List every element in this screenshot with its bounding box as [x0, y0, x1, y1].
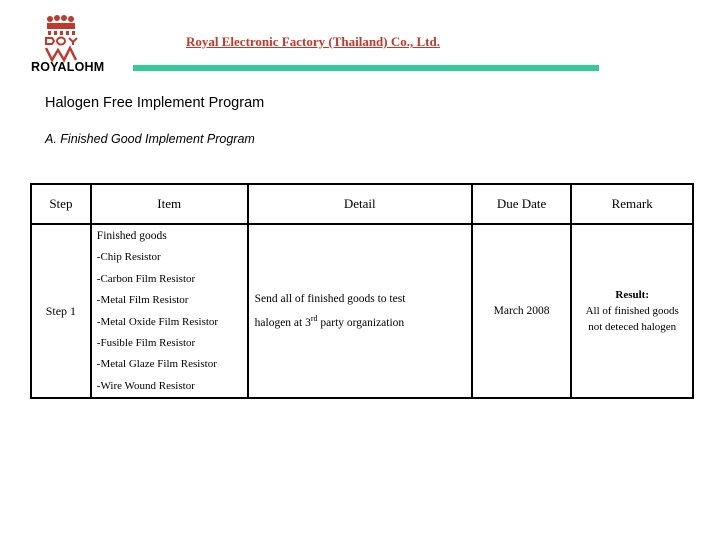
header-detail: Detail: [248, 184, 472, 224]
item-line: -Fusible Film Resistor: [96, 336, 196, 349]
detail-cell: [248, 224, 472, 398]
header-item: Item: [91, 184, 248, 224]
table-row: [31, 224, 693, 398]
item-line: -Metal Oxide Film Resistor: [96, 315, 219, 328]
item-heading: Finished goods: [96, 230, 167, 242]
due-date-cell: March 2008: [472, 224, 572, 398]
header-step: Step: [31, 184, 91, 224]
remark-cell: [571, 224, 693, 398]
step-cell: Step 1: [31, 224, 91, 398]
items-cell: [91, 224, 248, 398]
table-header-row: [31, 184, 693, 224]
item-line: -Wire Wound Resistor: [96, 379, 195, 392]
detail-line: party organization: [317, 316, 405, 329]
detail-line: halogen at 3: [254, 316, 311, 329]
ordinal-suffix: rd: [310, 313, 318, 323]
header-divider-bar: [133, 65, 599, 71]
remark-line: not deteced halogen: [588, 321, 677, 334]
implement-program-table: [30, 183, 694, 399]
remark-label: Result:: [615, 289, 649, 302]
logo-text: ROYALOHM: [31, 60, 105, 74]
section-subtitle: A. Finished Good Implement Program: [45, 132, 255, 146]
header-remark: Remark: [571, 184, 693, 224]
item-line: -Carbon Film Resistor: [96, 272, 196, 285]
header-due-date: Due Date: [472, 184, 572, 224]
company-name: Royal Electronic Factory (Thailand) Co., Ltd.: [186, 34, 440, 49]
page-title: Halogen Free Implement Program: [45, 95, 265, 111]
item-line: -Metal Film Resistor: [96, 294, 189, 307]
remark-line: All of finished goods: [585, 305, 679, 318]
detail-line: Send all of finished goods to test: [254, 292, 406, 305]
item-line: -Metal Glaze Film Resistor: [96, 358, 217, 371]
item-line: -Chip Resistor: [96, 251, 161, 264]
